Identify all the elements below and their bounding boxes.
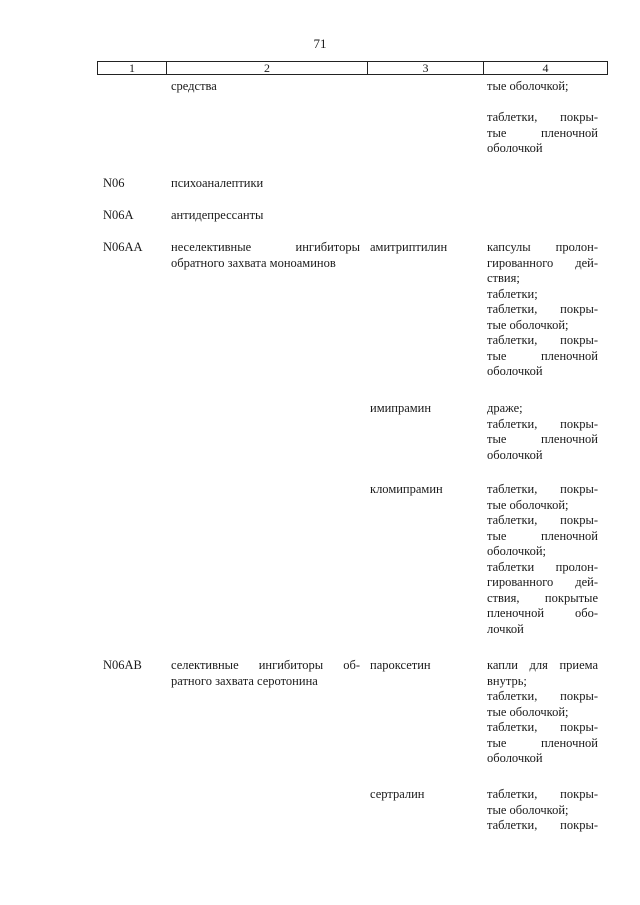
group-name-cell [171, 240, 360, 271]
text-line: таблетки, покры- [487, 302, 598, 316]
column-header-2: 2 [167, 62, 368, 75]
column-header-row [97, 61, 608, 75]
text-line: внутрь; [487, 673, 527, 688]
text-line: таблетки, покры- [487, 416, 598, 431]
text-line: антидепрессанты [171, 208, 264, 222]
text-line: неселективные ингибиторы [171, 240, 360, 254]
text-line: драже; [487, 401, 523, 415]
text-line: селективные ингибиторы об- [171, 658, 360, 672]
text-line: тые оболочкой; [487, 317, 569, 332]
column-header-4: 4 [484, 62, 608, 75]
group-name-cell [171, 208, 360, 224]
page-number: 71 [313, 36, 327, 51]
text-line: капсулы пролон- [487, 240, 598, 254]
text-line: капли для приема [487, 658, 598, 672]
drug-name-cell: кломипрамин [370, 482, 443, 496]
drug-name-cell: имипрамин [370, 401, 432, 415]
text-line: средства [171, 79, 217, 93]
text-line: таблетки, покры- [487, 818, 598, 832]
text-line: психоаналептики [171, 176, 264, 190]
text-line: ратного захвата серотонина [171, 673, 318, 688]
text-line: оболочкой; [487, 544, 546, 558]
text-line: таблетки пролон- [487, 559, 598, 574]
text-line: таблетки, покры- [487, 689, 598, 703]
dosage-form-cell [487, 79, 598, 157]
text-line: тые пленочной [487, 432, 598, 446]
text-line: таблетки, покры- [487, 513, 598, 527]
text-line: таблетки, покры- [487, 482, 598, 496]
column-header-1: 1 [98, 62, 167, 75]
drug-name-cell: амитриптилин [370, 240, 448, 254]
text-line: тые пленочной [487, 735, 598, 750]
text-line: оболочкой [487, 751, 543, 765]
group-name-cell [171, 79, 360, 95]
text-line: ствия; [487, 271, 520, 285]
text-line: тые оболочкой; [487, 79, 569, 93]
text-line: таблетки, покры- [487, 720, 598, 734]
dosage-form-cell [487, 401, 598, 463]
text-line: пленочной обо- [487, 606, 598, 620]
atc-code-cell: N06 [103, 176, 125, 190]
dosage-form-cell [487, 787, 598, 834]
dosage-form-cell [487, 482, 598, 637]
text-line: обратного захвата моноаминов [171, 255, 336, 270]
text-line: таблетки; [487, 286, 538, 301]
atc-code-cell: N06AA [103, 240, 143, 254]
text-line: таблетки, покры- [487, 787, 598, 801]
text-line: оболочкой [487, 364, 543, 378]
text-line: лочкой [487, 621, 524, 636]
group-name-cell [171, 658, 360, 689]
atc-code-cell: N06A [103, 208, 134, 222]
text-line: ствия, покрытые [487, 590, 598, 605]
text-line: оболочкой [487, 447, 543, 462]
text-line: гированного дей- [487, 255, 598, 270]
text-line: тые оболочкой; [487, 497, 569, 512]
dosage-form-cell [487, 240, 598, 380]
column-header-3: 3 [368, 62, 484, 75]
text-line: тые пленочной [487, 348, 598, 363]
text-line [487, 95, 598, 111]
dosage-form-cell [487, 658, 598, 767]
text-line: таблетки, покры- [487, 110, 598, 124]
text-line: таблетки, покры- [487, 333, 598, 347]
text-line: гированного дей- [487, 575, 598, 589]
drug-name-cell: пароксетин [370, 658, 431, 672]
text-line: оболочкой [487, 141, 543, 155]
group-name-cell [171, 176, 360, 192]
text-line: тые пленочной [487, 528, 598, 543]
atc-code-cell: N06AB [103, 658, 142, 672]
drug-name-cell: сертралин [370, 787, 425, 801]
text-line: тые оболочкой; [487, 802, 569, 817]
text-line: тые оболочкой; [487, 704, 569, 719]
text-line: тые пленочной [487, 125, 598, 140]
